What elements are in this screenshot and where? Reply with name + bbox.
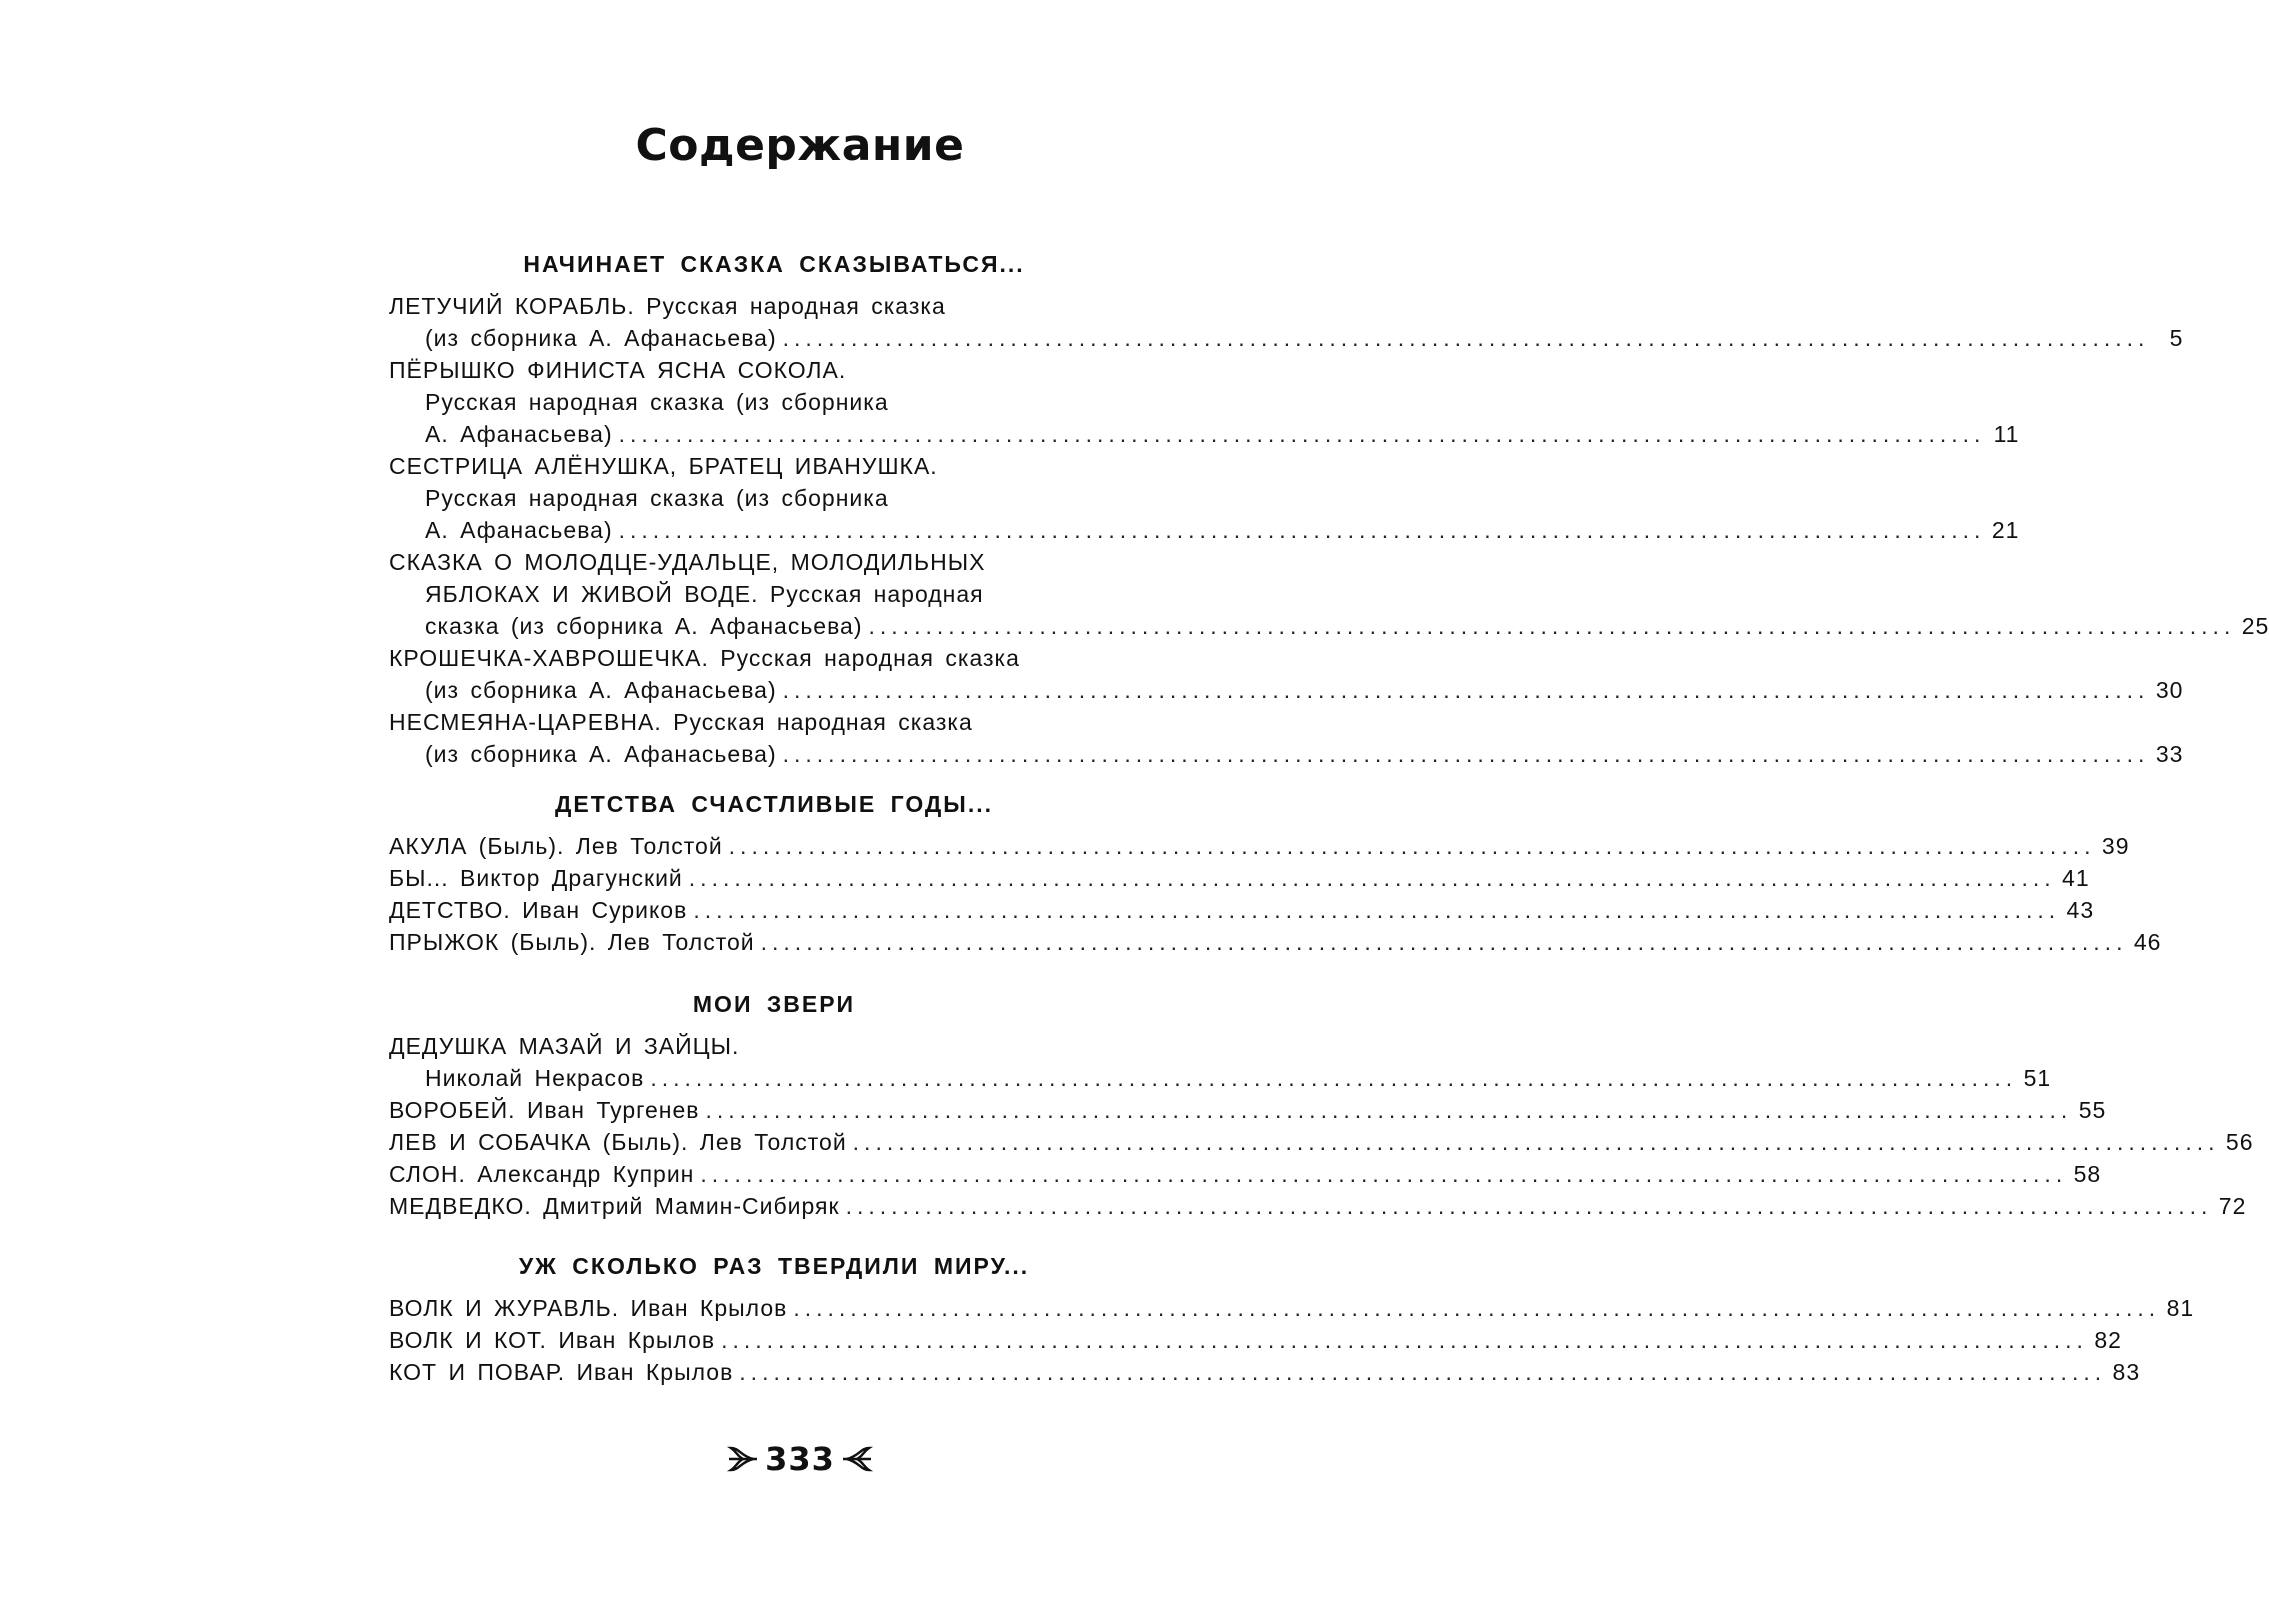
entry-title: ЛЕВ И СОБАЧКА (Быль). Лев Толстой (389, 1129, 847, 1155)
entry-title: ЛЕТУЧИЙ КОРАБЛЬ. Русская народная сказка (389, 293, 946, 319)
page-number: 333 (765, 1440, 835, 1478)
entry-title: ДЕДУШКА МАЗАЙ И ЗАЙЦЫ. (389, 1033, 740, 1059)
toc-entry[interactable] (389, 1324, 2122, 1356)
entry-page-number: 30 (2155, 677, 2184, 703)
page-title: Содержание (635, 120, 965, 171)
entry-title: СЛОН. Александр Куприн (389, 1161, 695, 1187)
section-heading: МОИ ЗВЕРИ (692, 991, 856, 1017)
entry-title: ПРЫЖОК (Быль). Лев Толстой (389, 929, 755, 955)
entry-page-number: 81 (2166, 1295, 2195, 1321)
toc-entry[interactable] (389, 830, 2130, 862)
dot-leader: ........................................................................................................................ (650, 1065, 2018, 1091)
entry-page-number: 82 (2094, 1327, 2122, 1353)
entry-title: КРОШЕЧКА-ХАВРОШЕЧКА. Русская народная сказка (389, 645, 1020, 671)
entry-title: ДЕТСТВО. Иван Суриков (389, 897, 688, 923)
entry-page-number: 51 (2023, 1065, 2052, 1091)
toc-entry[interactable] (389, 546, 2269, 642)
entry-title: ВОЛК И ЖУРАВЛЬ. Иван Крылов (389, 1295, 788, 1321)
toc-entry[interactable] (389, 1356, 2141, 1388)
dot-leader: ........................................................................................................................ (688, 865, 2056, 891)
toc-entry[interactable] (389, 1158, 2102, 1190)
dot-leader: ........................................................................................................................ (760, 929, 2128, 955)
entry-subtitle: Николай Некрасов (425, 1065, 645, 1091)
entry-subtitle: (из сборника А. Афанасьева) (425, 741, 777, 767)
entry-subtitle: А. Афанасьева) (425, 517, 613, 543)
entry-title: НЕСМЕЯНА-ЦАРЕВНА. Русская народная сказка (389, 709, 973, 735)
dot-leader: ........................................................................................................................ (618, 421, 1986, 447)
entry-page-number: 46 (2133, 929, 2162, 955)
entry-subtitle: Русская народная сказка (из сборника (425, 485, 889, 511)
entry-title: АКУЛА (Быль). Лев Толстой (389, 833, 723, 859)
entry-page-number: 72 (2218, 1193, 2247, 1219)
dot-leader: ........................................................................................................................ (705, 1097, 2073, 1123)
entry-subtitle: сказка (из сборника А. Афанасьева) (425, 613, 863, 639)
section-heading: УЖ СКОЛЬКО РАЗ ТВЕРДИЛИ МИРУ... (518, 1253, 1030, 1279)
entry-page-number: 41 (2062, 865, 2090, 891)
toc-entry[interactable] (389, 1190, 2247, 1222)
dot-leader: ........................................................................................................................ (728, 833, 2096, 859)
entry-subtitle: (из сборника А. Афанасьева) (425, 325, 777, 351)
dot-leader: ........................................................................................................................ (618, 517, 1986, 543)
toc-entry[interactable] (389, 450, 2020, 546)
entry-title: БЫ... Виктор Драгунский (389, 865, 683, 891)
entry-subtitle: Русская народная сказка (из сборника (425, 389, 889, 415)
entry-title: ВОЛК И КОТ. Иван Крылов (389, 1327, 716, 1353)
entry-page-number: 55 (2078, 1097, 2107, 1123)
entry-subtitle: (из сборника А. Афанасьева) (425, 677, 777, 703)
entry-page-number: 58 (2073, 1161, 2102, 1187)
section-heading: НАЧИНАЕТ СКАЗКА СКАЗЫВАТЬСЯ... (523, 251, 1025, 277)
toc-entry[interactable] (389, 1030, 2052, 1094)
dot-leader: ........................................................................................................................ (782, 741, 2150, 767)
dot-leader: ........................................................................................................................ (700, 1161, 2068, 1187)
toc-entry[interactable] (389, 290, 2184, 354)
dot-leader: ........................................................................................................................ (868, 613, 2236, 639)
dot-leader: ........................................................................................................................ (782, 325, 2150, 351)
entry-page-number: 11 (1993, 421, 2020, 447)
entry-page-number: 5 (2169, 325, 2184, 351)
entry-title: ПЁРЫШКО ФИНИСТА ЯСНА СОКОЛА. (389, 357, 847, 383)
dot-leader: ........................................................................................................................ (782, 677, 2150, 703)
entry-page-number: 56 (2225, 1129, 2254, 1155)
toc-entry[interactable] (389, 862, 2090, 894)
entry-subtitle: А. Афанасьева) (425, 421, 613, 447)
dot-leader: ........................................................................................................................ (793, 1295, 2161, 1321)
toc-entry[interactable] (389, 1292, 2195, 1324)
entry-title: ВОРОБЕЙ. Иван Тургенев (389, 1097, 700, 1123)
entry-title: МЕДВЕДКО. Дмитрий Мамин-Сибиряк (389, 1193, 840, 1219)
toc-entry[interactable] (389, 1126, 2254, 1158)
toc-entry[interactable] (389, 354, 2020, 450)
dot-leader: ........................................................................................................................ (739, 1359, 2107, 1385)
entry-page-number: 83 (2112, 1359, 2141, 1385)
left-ornament-icon (727, 1444, 761, 1474)
entry-title: КОТ И ПОВАР. Иван Крылов (389, 1359, 734, 1385)
dot-leader: ........................................................................................................................ (852, 1129, 2220, 1155)
entry-title: СЕСТРИЦА АЛЁНУШКА, БРАТЕЦ ИВАНУШКА. (389, 453, 938, 479)
toc-entry[interactable] (389, 926, 2162, 958)
entry-subtitle: ЯБЛОКАХ И ЖИВОЙ ВОДЕ. Русская народная (425, 581, 984, 607)
toc-entry[interactable] (389, 706, 2184, 770)
entry-page-number: 25 (2241, 613, 2269, 639)
entry-page-number: 21 (1991, 517, 2020, 543)
entry-page-number: 43 (2066, 897, 2095, 923)
dot-leader: ........................................................................................................................ (693, 897, 2061, 923)
right-ornament-icon (839, 1444, 873, 1474)
dot-leader: ........................................................................................................................ (845, 1193, 2213, 1219)
entry-title: СКАЗКА О МОЛОДЦЕ-УДАЛЬЦЕ, МОЛОДИЛЬНЫХ (389, 549, 986, 575)
entry-page-number: 39 (2101, 833, 2130, 859)
dot-leader: ........................................................................................................................ (721, 1327, 2088, 1353)
page-footer (0, 1440, 1600, 1478)
toc-entry[interactable] (389, 1094, 2107, 1126)
section-heading: ДЕТСТВА СЧАСТЛИВЫЕ ГОДЫ... (555, 791, 993, 817)
entry-page-number: 33 (2155, 741, 2184, 767)
toc-entry[interactable] (389, 894, 2095, 926)
toc-entry[interactable] (389, 642, 2184, 706)
